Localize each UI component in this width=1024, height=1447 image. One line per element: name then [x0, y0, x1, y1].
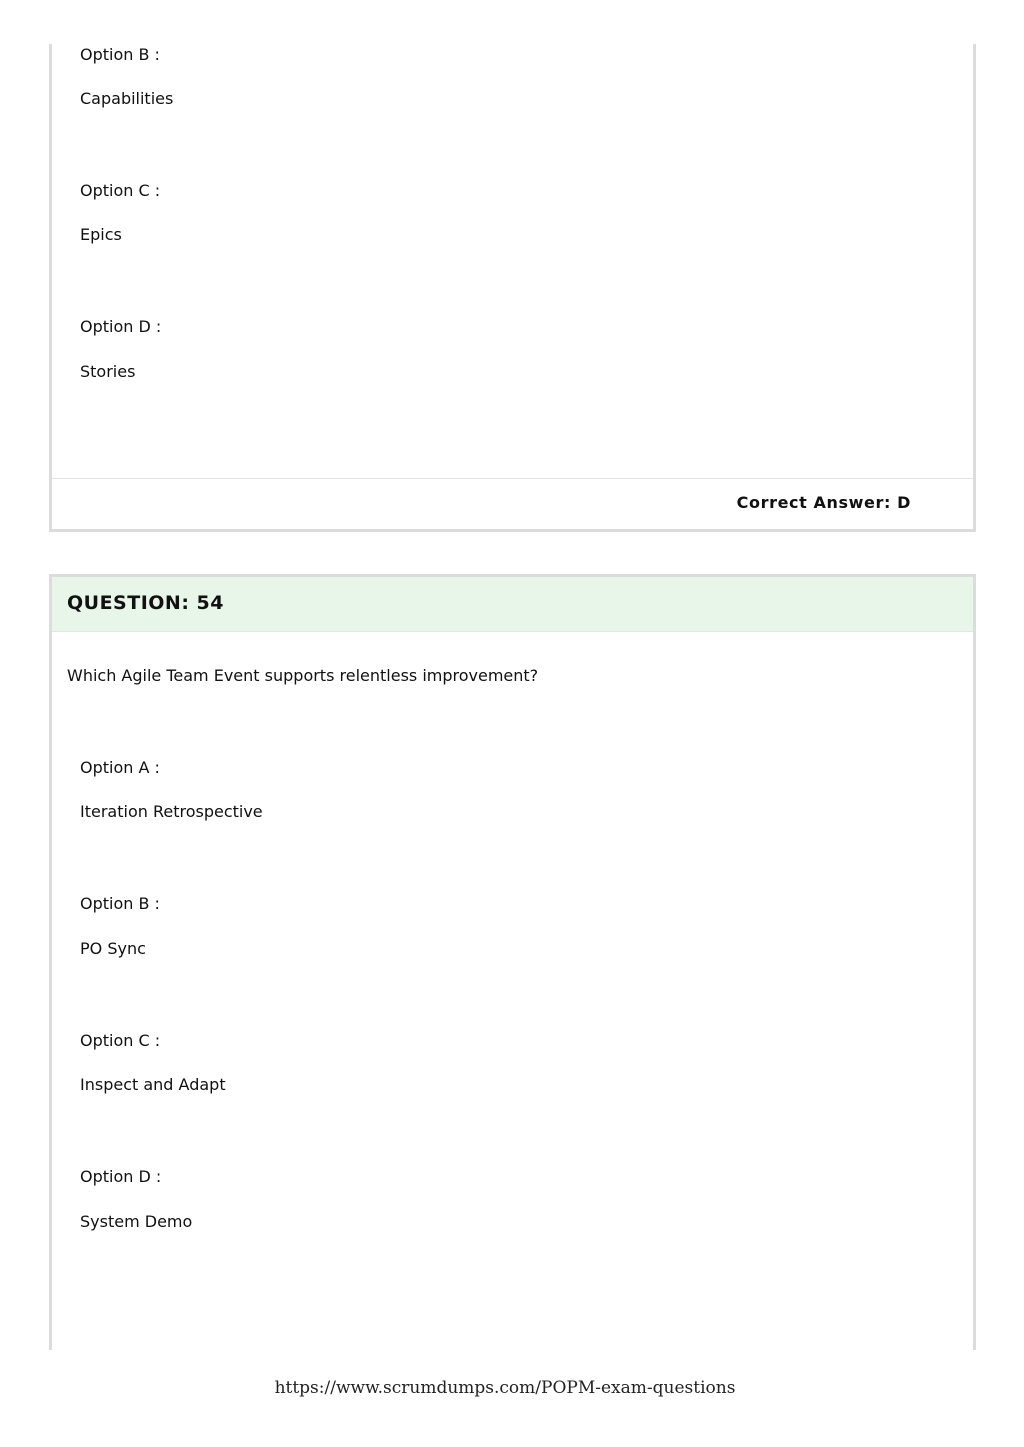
question-title: QUESTION: 54	[67, 592, 224, 614]
question-text: Which Agile Team Event supports relentless improvement?	[67, 666, 539, 685]
option-b-label: Option B :	[80, 45, 160, 64]
option-a-text: Iteration Retrospective	[80, 802, 263, 821]
correct-answer: Correct Answer: D	[736, 493, 911, 512]
question-card	[49, 574, 976, 1350]
option-b-text: Capabilities	[80, 89, 174, 108]
option-b-label: Option B :	[80, 894, 160, 913]
footer-url[interactable]: https://www.scrumdumps.com/POPM-exam-questions	[274, 1378, 736, 1398]
option-a-label: Option A :	[80, 758, 160, 777]
option-c-text: Inspect and Adapt	[80, 1075, 226, 1094]
option-c-label: Option C :	[80, 1031, 161, 1050]
option-c-text: Epics	[80, 225, 122, 244]
option-d-text: Stories	[80, 362, 136, 381]
previous-question-card	[49, 44, 976, 532]
option-d-label: Option D :	[80, 1167, 162, 1186]
option-d-text: System Demo	[80, 1212, 193, 1231]
correct-answer-row	[52, 478, 973, 530]
option-b-text: PO Sync	[80, 939, 146, 958]
question-header	[52, 577, 973, 632]
option-d-label: Option D :	[80, 317, 162, 336]
option-c-label: Option C :	[80, 181, 161, 200]
